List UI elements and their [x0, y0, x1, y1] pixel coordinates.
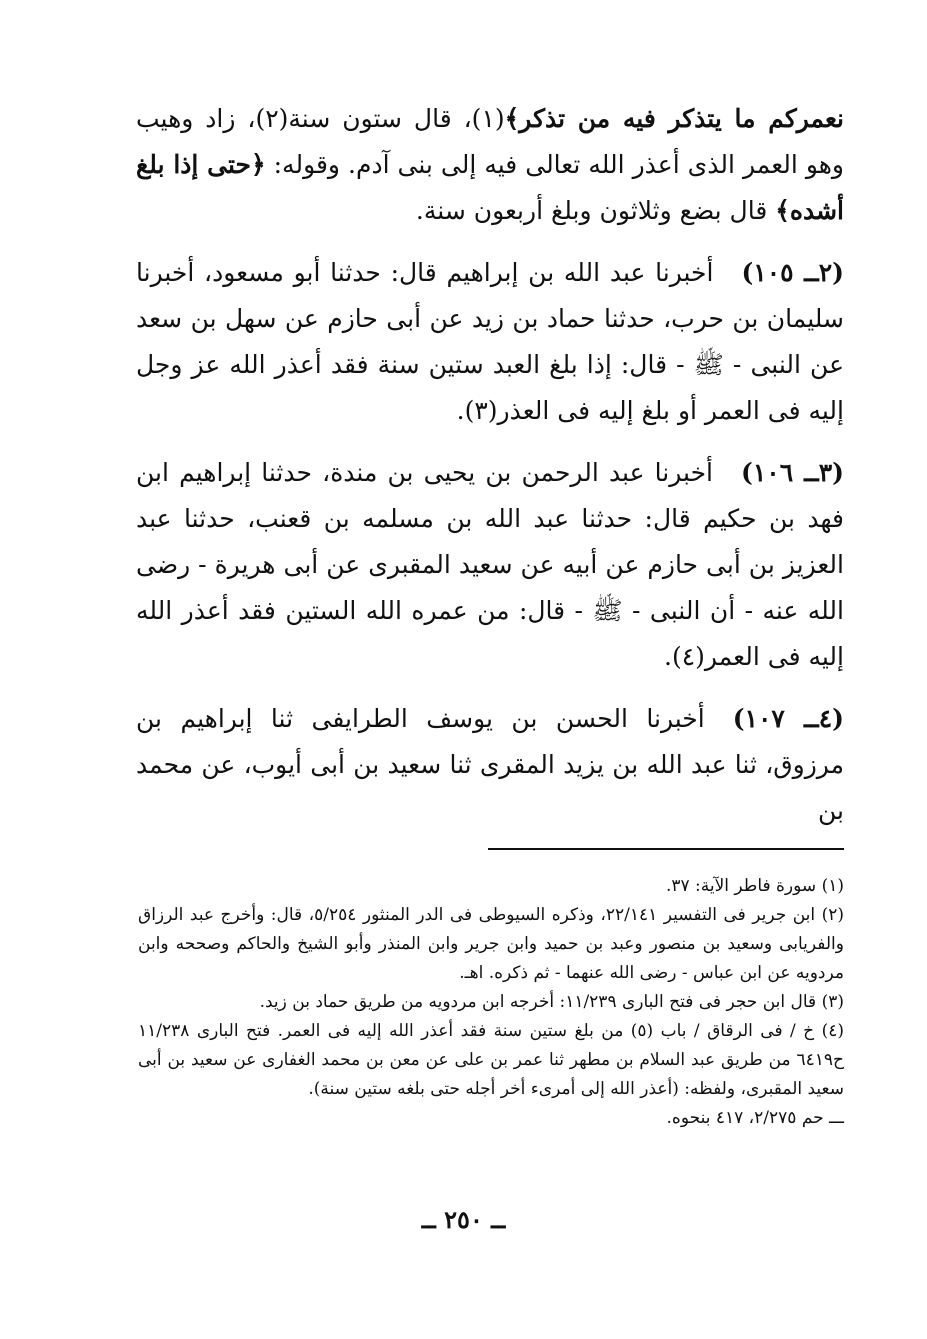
hadith-text: أخبرنا عبد الله بن إبراهيم قال: حدثنا أبو مسعود، أخبرنا سليمان بن حرب، حدثنا حماد بن زيد عن أبى حازم عن سهل بن سعد عن النبى - ﷺ - قال: إذا بلغ العبد ستين سنة فقد أعذر الله عز وجل إليه فى العمر أو بلغ إليه فى العذر(٣).: [136, 258, 844, 425]
text-segment: قال بضع وثلاثون وبلغ أربعون سنة.: [415, 196, 776, 225]
hadith-paragraph: [136, 250, 844, 434]
footnote: (٣) قال ابن حجر فى فتح البارى ١١/٢٣٩: أخرجه ابن مردويه من طريق حماد بن زيد.: [259, 992, 844, 1012]
paragraph-continuation: [136, 96, 844, 234]
hadith-text: أخبرنا الحسن بن يوسف الطرايفى ثنا إبراهيم بن مرزوق، ثنا عبد الله بن يزيد المقرى ثنا سعيد بن أبى أيوب، عن محمد بن: [136, 704, 844, 825]
footnote: (١) سورة فاطر الآية: ٣٧.: [665, 876, 844, 896]
hadith-number: (٣ــ ١٠٦): [741, 458, 844, 487]
footnote: (٤) خ / فى الرقاق / باب (٥) من بلغ ستين سنة فقد أعذر الله إليه فى العمر. فتح البارى ١١/٢٣٨ ح٦٤١٩ من طريق عبد السلام بن مطهر ثنا عمر بن على عن معن بن محمد الغفارى عن سعيد بن أبى سعيد المقبرى، ولفظه: (أعذر الله إلى أمرىء أخر أجله حتى بلغه ستين سنة).: [138, 1021, 844, 1099]
footnote-divider: [488, 848, 844, 850]
footnote: ـــ حم ٢/٢٧٥، ٤١٧ بنحوه.: [666, 1108, 844, 1128]
hadith-number: (٤ــ ١٠٧): [732, 704, 844, 733]
hadith-number: (٢ــ ١٠٥): [741, 258, 844, 287]
hadith-paragraph: [136, 696, 844, 834]
text-segment: (١)، قال ستون سنة(٢)، زاد وهيب وهو العمر الذى أعذر الله تعالى فيه إلى بنى آدم. وقوله:: [136, 104, 845, 179]
footnote: (٢) ابن جرير فى التفسير ٢٢/١٤١، وذكره السيوطى فى الدر المنثور ٥/٢٥٤، قال: وأخرج عبد الرزاق والفريابى وسعيد بن منصور وعبد بن حميد وابن جرير وابن المنذر وأبو الشيخ والحاكم وصححه وابن مردويه عن ابن عباس - رضى الله عنهما - ثم ذكره. اهـ.: [138, 905, 844, 983]
hadith-paragraph: [136, 450, 844, 680]
hadith-text: أخبرنا عبد الرحمن بن يحيى بن مندة، حدثنا إبراهيم ابن فهد بن حكيم قال: حدثنا عبد الله بن مسلمه بن قعنب، حدثنا عبد العزيز بن أبى حازم عن أبيه عن سعيد المقبرى عن أبى هريرة - رضى الله عنه - أن النبى - ﷺ - قال: من عمره الله الستين فقد أعذر الله إليه فى العمر(٤).: [136, 458, 844, 671]
quran-quote: ﴿حتى إذا بلغ أشده﴾: [136, 150, 844, 225]
main-text: [136, 96, 844, 834]
quran-quote: نعمركم ما يتذكر فيه من تذكر﴾: [504, 104, 844, 133]
page-number: ــ ٢٥٠ ــ: [421, 1205, 506, 1234]
footnotes: [138, 872, 844, 1133]
